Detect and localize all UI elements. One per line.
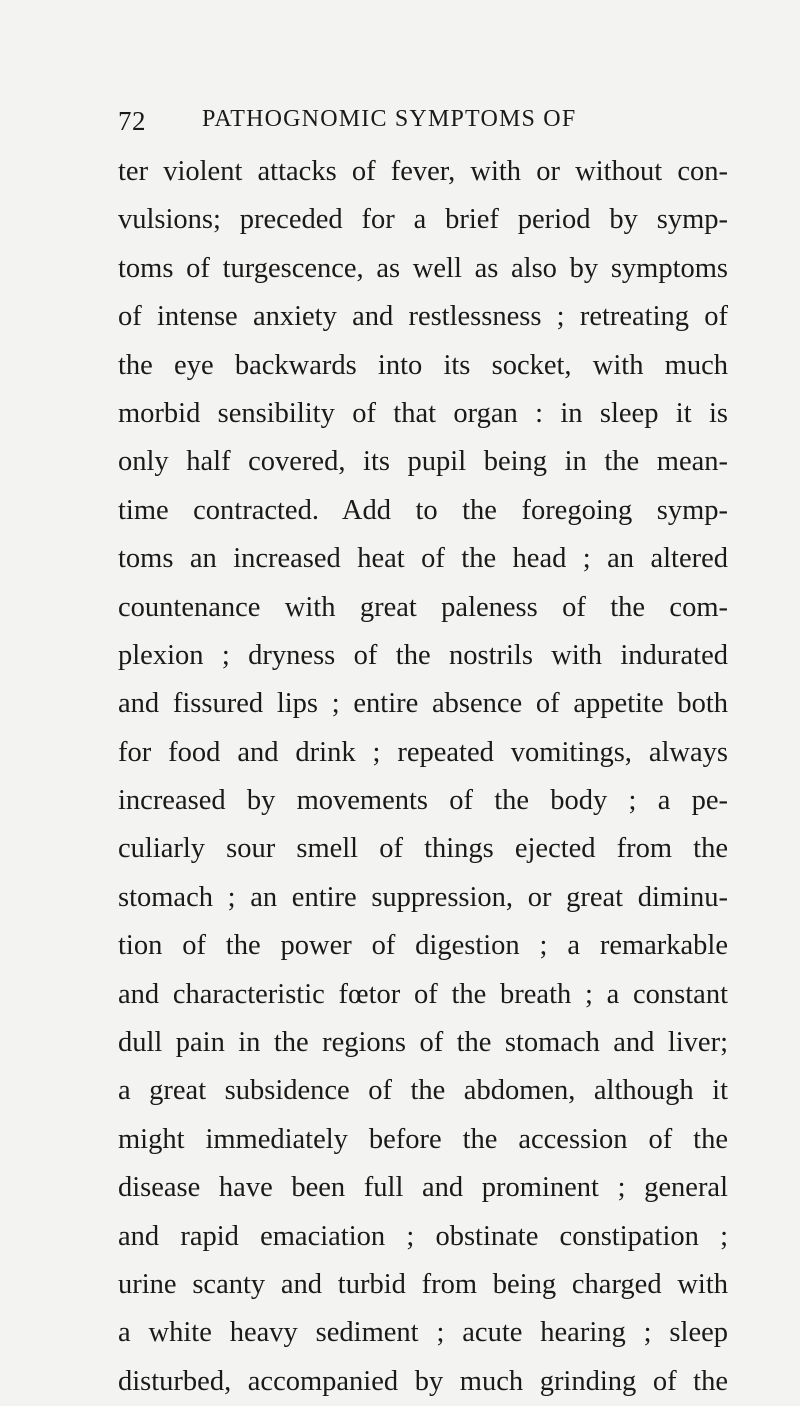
text-line: a great subsidence of the abdomen, although it <box>118 1075 728 1107</box>
text-line: disease have been full and prominent ; general <box>118 1172 728 1204</box>
text-line: tion of the power of digestion ; a remarkable <box>118 930 728 962</box>
text-line: might immediately before the accession of the <box>118 1123 728 1155</box>
text-line: of intense anxiety and restlessness ; retreating of <box>118 301 728 333</box>
text-line: countenance with great paleness of the com- <box>118 591 728 623</box>
text-line: disturbed, accompanied by much grinding of the <box>118 1365 728 1397</box>
text-line: ter violent attacks of fever, with or without con- <box>118 156 728 187</box>
text-line: for food and drink ; repeated vomitings, always <box>118 736 728 768</box>
text-line: the eye backwards into its socket, with much <box>118 349 728 381</box>
text-line: stomach ; an entire suppression, or great diminu- <box>118 881 728 913</box>
body-text <box>118 148 728 1406</box>
text-line: and fissured lips ; entire absence of appetite both <box>118 688 728 720</box>
text-line: culiarly sour smell of things ejected from the <box>118 833 728 865</box>
text-line: toms of turgescence, as well as also by symptoms <box>118 252 728 284</box>
page-number: 72 <box>118 106 146 136</box>
text-line: plexion ; dryness of the nostrils with indurated <box>118 639 728 671</box>
text-line: urine scanty and turbid from being charged with <box>118 1268 728 1300</box>
text-line: and rapid emaciation ; obstinate constipation ; <box>118 1220 728 1252</box>
text-line: increased by movements of the body ; a pe- <box>118 785 728 817</box>
text-line: a white heavy sediment ; acute hearing ; sleep <box>118 1317 728 1349</box>
text-line: only half covered, its pupil being in the mean- <box>118 446 728 478</box>
running-head <box>118 106 718 146</box>
text-line: vulsions; preceded for a brief period by symp- <box>118 204 728 236</box>
running-head-title: PATHOGNOMIC SYMPTOMS OF <box>202 106 577 132</box>
text-line: dull pain in the regions of the stomach and liver; <box>118 1027 728 1059</box>
text-line: time contracted. Add to the foregoing symp- <box>118 494 728 526</box>
text-line: and characteristic fœtor of the breath ; a constant <box>118 978 728 1010</box>
text-line: morbid sensibility of that organ : in sleep it is <box>118 397 728 429</box>
text-line: toms an increased heat of the head ; an altered <box>118 543 728 575</box>
